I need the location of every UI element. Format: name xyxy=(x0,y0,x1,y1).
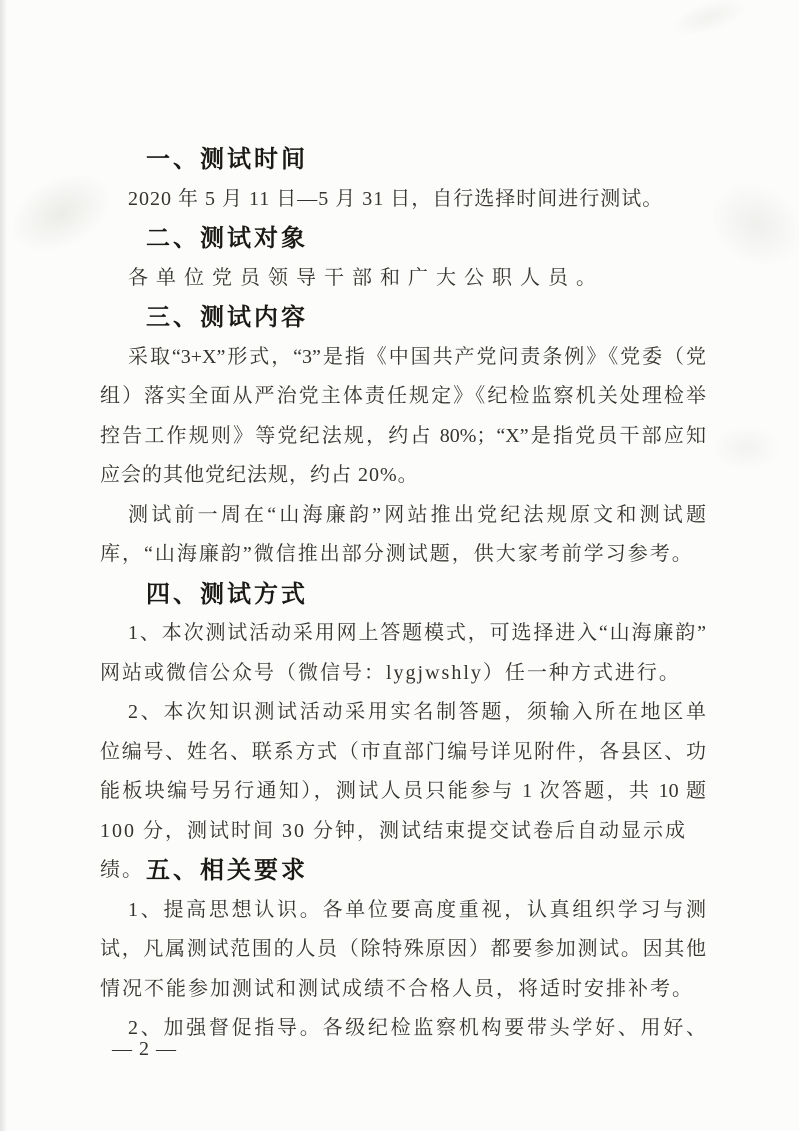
text-line: 网站或微信公众号（微信号：lygjwshly）任一种方式进行。 xyxy=(100,661,681,684)
text-line: 各单位党员领导干部和广大公职人员。 xyxy=(128,266,604,289)
text-line: 位编号、姓名、联系方式（市直部门编号详见附件，各县区、功 xyxy=(100,740,706,763)
text-line: 2020 年 5 月 11 日—5 月 31 日，自行选择时间进行测试。 xyxy=(128,187,664,210)
text-line: 控告工作规则》等党纪法规，约占 80%；“X”是指党员干部应知 xyxy=(100,424,706,447)
section-test-time xyxy=(100,140,706,219)
text-line: 试，凡属测试范围的人员（除特殊原因）都要参加测试。因其他 xyxy=(100,938,706,960)
text-line: 2、加强督促指导。各级纪检监察机构要带头学好、用好、 xyxy=(128,1017,706,1039)
section-requirements xyxy=(100,851,706,1049)
scan-smudge xyxy=(711,425,781,471)
text-line: 100 分，测试时间 30 分钟，测试结束提交试卷后自动显示成绩。 xyxy=(100,819,687,881)
text-line: 1、提高思想认识。各单位要高度重视，认真组织学习与测 xyxy=(128,898,706,921)
section-heading: 三、测试内容 xyxy=(146,304,308,331)
text-line: 采取“3+X”形式，“3”是指《中国共产党问责条例》《党委（党 xyxy=(128,345,706,368)
page-number: — 2 — xyxy=(112,1038,177,1060)
section-heading: 五、相关要求 xyxy=(146,857,308,884)
section-test-content xyxy=(100,298,706,575)
scan-smudge xyxy=(693,165,799,286)
text-line: 能板块编号另行通知），测试人员只能参与 1 次答题，共 10 题 xyxy=(100,780,706,802)
section-heading: 二、测试对象 xyxy=(146,225,308,252)
text-line: 情况不能参加测试和测试成绩不合格人员，将适时安排补考。 xyxy=(100,977,694,1000)
text-line: 应会的其他党纪法规，约占 20%。 xyxy=(100,464,419,486)
notice-body xyxy=(100,140,706,1049)
text-line: 库，“山海廉韵”微信推出部分测试题，供大家考前学习参考。 xyxy=(100,543,694,565)
text-line: 2、本次知识测试活动采用实名制答题，须输入所在地区单 xyxy=(128,701,706,723)
section-test-audience xyxy=(100,219,706,298)
section-heading: 四、测试方式 xyxy=(146,580,308,608)
scan-edge-shadow xyxy=(0,0,7,1131)
section-heading: 一、测试时间 xyxy=(146,146,308,173)
text-line: 组）落实全面从严治党主体责任规定》《纪检监察机关处理检举 xyxy=(100,385,706,407)
scan-smudge xyxy=(666,0,751,44)
text-line: 测试前一周在“山海廉韵”网站推出党纪法规原文和测试题 xyxy=(128,503,706,526)
text-line: 1、本次测试活动采用网上答题模式，可选择进入“山海廉韵” xyxy=(128,622,706,644)
